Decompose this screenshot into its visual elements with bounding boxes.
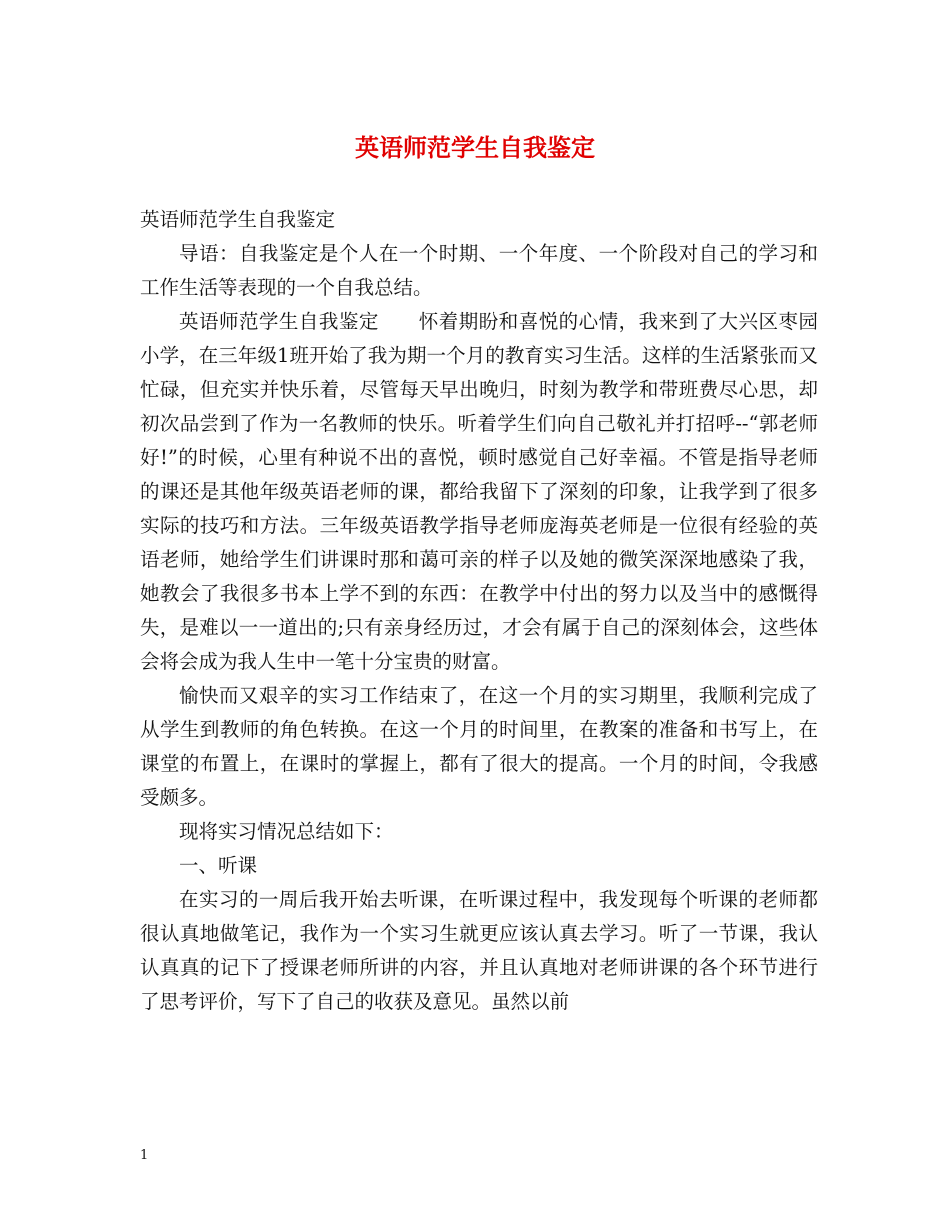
section-heading-listening: 一、听课	[179, 854, 258, 877]
transition-paragraph: 现将实习情况总结如下：	[179, 820, 394, 843]
document-body	[140, 203, 818, 1019]
experience-paragraph: 英语师范学生自我鉴定 怀着期盼和喜悦的心情，我来到了大兴区枣园小学，在三年级1班开始了我为期一个月的教育实习生活。这样的生活紧张而又忙碌，但充实并快乐着，尽管每天早出晚归，时刻为教学和带班费尽心思，却初次品尝到了作为一名教师的快乐。听着学生们向自己敬礼并打招呼--“郭老师好!”的时候，心里有种说不出的喜悦，顿时感觉自己好幸福。不管是指导老师的课还是其他年级英语老师的课，都给我留下了深刻的印象，让我学到了很多实际的技巧和方法。三年级英语教学指导老师庞海英老师是一位很有经验的英语老师，她给学生们讲课时那和蔼可亲的样子以及她的微笑深深地感染了我，她教会了我很多书本上学不到的东西：在教学中付出的努力以及当中的感慨得失，是难以一一道出的;只有亲身经历过，才会有属于自己的深刻体会，这些体会将会成为我人生中一笔十分宝贵的财富。	[140, 310, 818, 673]
body-heading-paragraph: 英语师范学生自我鉴定	[140, 208, 336, 231]
intro-paragraph: 导语：自我鉴定是个人在一个时期、一个年度、一个阶段对自己的学习和工作生活等表现的一个自我总结。	[140, 242, 818, 299]
summary-paragraph: 愉快而又艰辛的实习工作结束了，在这一个月的实习期里，我顺利完成了从学生到教师的角色转换。在这一个月的时间里，在教案的准备和书写上，在课堂的布置上，在课时的掌握上，都有了很大的提高。一个月的时间，令我感受颇多。	[140, 684, 818, 809]
listening-paragraph: 在实习的一周后我开始去听课，在听课过程中，我发现每个听课的老师都很认真地做笔记，我作为一个实习生就更应该认真去学习。听了一节课，我认认真真的记下了授课老师所讲的内容，并且认真地对老师讲课的各个环节进行了思考评价，写下了自己的收获及意见。虽然以前	[140, 888, 818, 1013]
page-number: 1	[140, 1148, 149, 1163]
document-title: 英语师范学生自我鉴定	[355, 133, 595, 162]
